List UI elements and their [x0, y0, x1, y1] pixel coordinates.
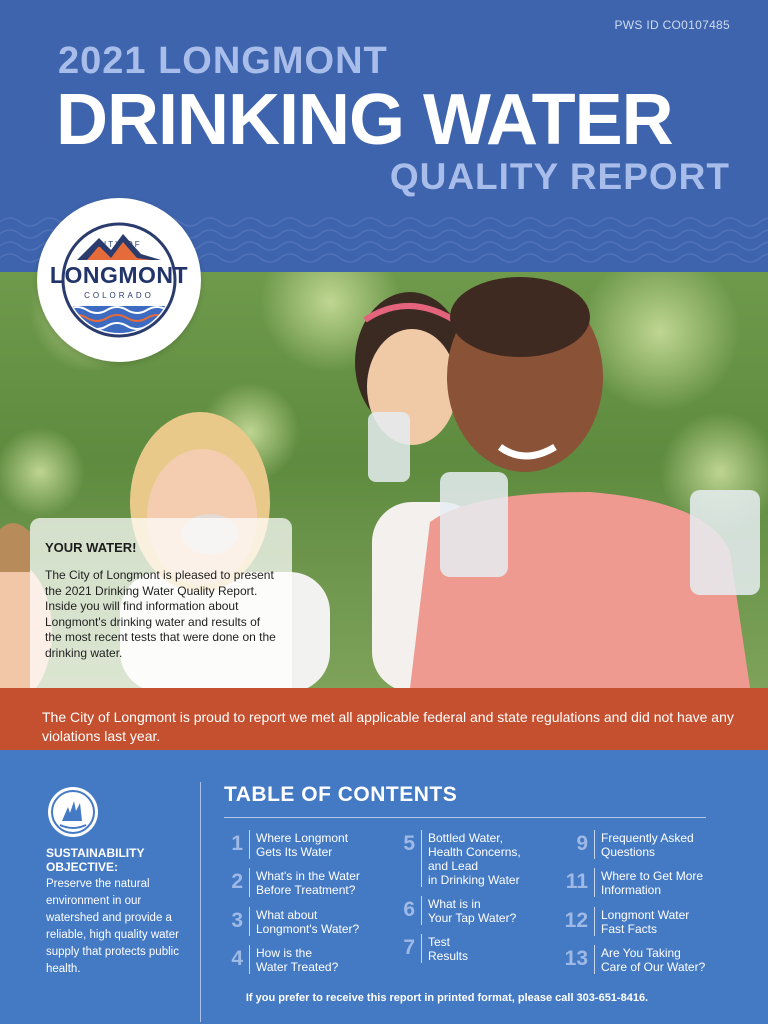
title-sub: QUALITY REPORT — [389, 156, 730, 197]
toc-item-6[interactable] — [396, 896, 516, 925]
toc-number: 9 — [576, 832, 588, 855]
toc-item-9[interactable] — [560, 830, 694, 859]
city-logo — [37, 198, 201, 362]
compliance-text: The City of Longmont is proud to report we met all applicable federal and state regulations and did not have any violations last year. — [42, 709, 734, 744]
toc-number: 2 — [231, 870, 243, 893]
pws-id: PWS ID CO0107485 — [614, 18, 730, 32]
toc-item-4[interactable] — [222, 945, 338, 974]
sustainability-hands-icon — [46, 785, 100, 839]
toc-label: Where Longmont Gets Its Water — [249, 830, 348, 859]
bottom-section — [0, 750, 768, 1024]
title-main: DRINKING WATER — [56, 80, 673, 160]
toc-number: 4 — [231, 947, 243, 970]
toc-rule — [224, 817, 706, 818]
logo-name: LONGMONT — [49, 262, 189, 288]
title-year-city: 2021 LONGMONT — [58, 40, 388, 82]
compliance-banner — [0, 688, 768, 750]
toc-label: What's in the Water Before Treatment? — [249, 868, 360, 897]
toc-number: 6 — [403, 898, 415, 921]
toc-item-2[interactable] — [222, 868, 360, 897]
toc-label: Longmont Water Fast Facts — [594, 907, 689, 936]
sustainability-title: SUSTAINABILITY OBJECTIVE: — [46, 846, 145, 874]
toc-item-7[interactable] — [396, 934, 468, 963]
toc-label: Test Results — [421, 934, 468, 963]
printed-format-note: If you prefer to receive this report in printed format, please call 303-651-8416. — [245, 992, 649, 1004]
toc-label: What is in Your Tap Water? — [421, 896, 516, 925]
toc-item-12[interactable] — [560, 907, 689, 936]
toc-number: 7 — [403, 936, 415, 959]
toc-label: How is the Water Treated? — [249, 945, 338, 974]
toc-label: Bottled Water, Health Concerns, and Lead in Drinking Water — [421, 830, 521, 887]
toc-label: What about Longmont's Water? — [249, 907, 359, 936]
toc-item-1[interactable] — [222, 830, 348, 859]
toc-label: Frequently Asked Questions — [594, 830, 694, 859]
toc-number: 12 — [564, 909, 588, 932]
your-water-box — [30, 518, 292, 688]
toc-item-13[interactable] — [560, 945, 705, 974]
your-water-body: The City of Longmont is pleased to present the 2021 Drinking Water Quality Report. Inside you will find information about Longmont's drinking water and results of the most recent tests that were done on the drinking water. — [45, 568, 276, 660]
toc-number: 13 — [564, 947, 588, 970]
logo-city-of: CITY OF — [96, 240, 142, 249]
toc-number: 11 — [565, 870, 588, 893]
toc-label: Where to Get More Information — [594, 868, 703, 897]
toc-number: 5 — [403, 832, 415, 855]
toc-item-3[interactable] — [222, 907, 359, 936]
logo-state: COLORADO — [84, 291, 154, 300]
section-divider — [200, 782, 201, 1022]
your-water-heading: YOUR WATER! — [45, 540, 137, 555]
toc-number: 1 — [231, 832, 243, 855]
toc-number: 3 — [231, 909, 243, 932]
toc-item-11[interactable] — [560, 868, 703, 897]
toc-title: TABLE OF CONTENTS — [224, 783, 458, 806]
sustainability-text: Preserve the natural environment in our watershed and provide a reliable, high quality water supply that protects public health. — [46, 878, 179, 975]
toc-label: Are You Taking Care of Our Water? — [594, 945, 705, 974]
toc-item-5[interactable] — [396, 830, 521, 887]
